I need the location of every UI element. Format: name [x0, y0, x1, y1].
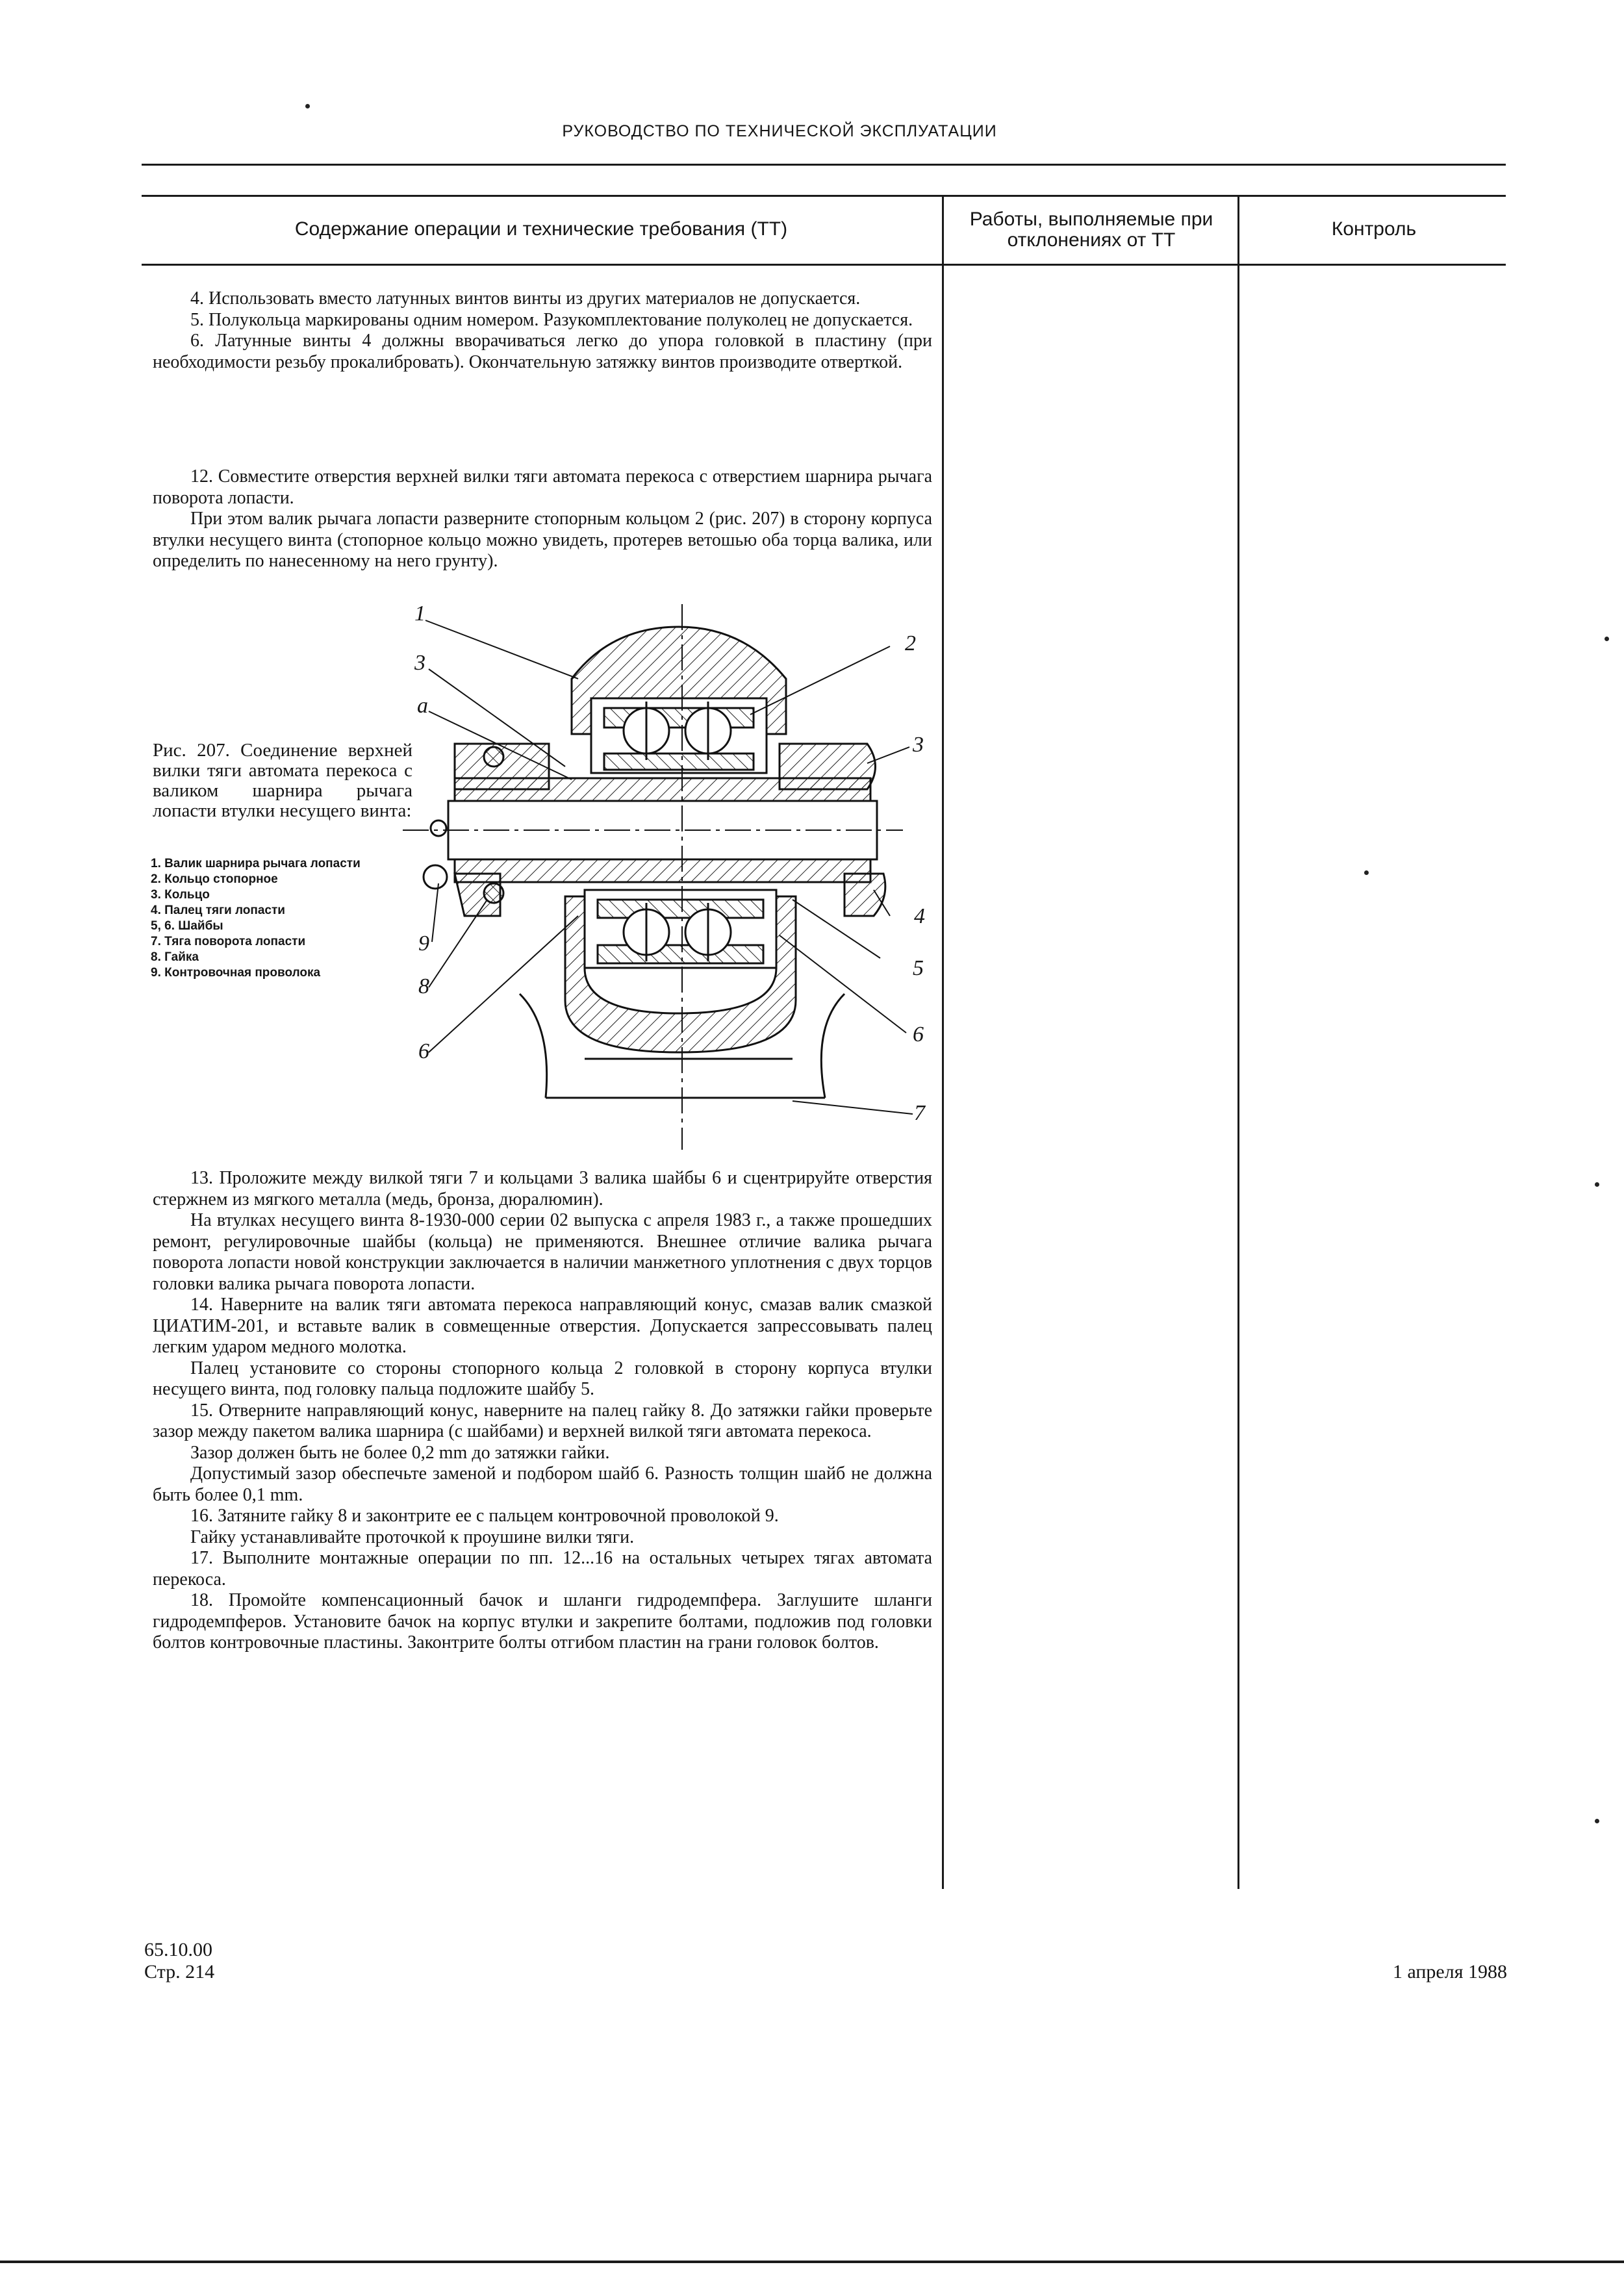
manual-title: РУКОВОДСТВО ПО ТЕХНИЧЕСКОЙ ЭКСПЛУАТАЦИИ	[562, 122, 997, 140]
step-12-text: 12. Совместите отверстия верхней вилки тяги автомата перекоса с отверстием шарнира рычага поворота лопасти.	[153, 466, 932, 508]
revision-date: 1 апреля 1988	[1392, 1961, 1507, 1983]
legend-item: 7. Тяга поворота лопасти	[151, 935, 306, 948]
callout-5: 5	[913, 956, 924, 980]
callout-8: 8	[418, 974, 429, 998]
shaft-lower-wall	[455, 859, 870, 882]
shaft-upper-wall	[455, 778, 870, 801]
figure-207-drawing	[390, 604, 942, 1156]
scan-speck	[305, 104, 310, 108]
callout-2: 2	[905, 631, 916, 655]
cotter-wire	[424, 865, 447, 889]
callout-3-right: 3	[913, 733, 924, 757]
column-divider-2	[1237, 195, 1239, 1889]
step-17: 17. Выполните монтажные операции по пп. 12...16 на остальных четырех тягах автомата перекоса.	[153, 1548, 932, 1590]
step-16-note: Гайку устанавливайте проточкой к проушине вилки тяги.	[190, 1527, 635, 1547]
callout-6-right: 6	[913, 1022, 924, 1046]
step-12-note: При этом валик рычага лопасти разверните стопорным кольцом 2 (рис. 207) в сторону корпуса втулки несущего винта (стопорное кольцо можно увидеть, протерев ветошью оба торца валика, или определить по нанесенному на него грунту).	[153, 509, 932, 571]
column-divider-1	[942, 195, 944, 1889]
step-18: 18. Промойте компенсационный бачок и шланги гидродемпфера. Заглушите шланги гидродемпферов. Установите бачок на корпус втулки и закрепите болтами, подложив под головки болтов контровочные пластины. Законтрите болты отгибом пластин на грани головок болтов.	[153, 1590, 932, 1653]
figure-legend	[151, 856, 385, 981]
steps-13-18	[153, 1168, 932, 1654]
step-16: 16. Затяните гайку 8 и законтрите ее с пальцем контровочной проволокой 9.	[190, 1506, 779, 1526]
figure-caption: Рис. 207. Соединение верхней вилки тяги автомата перекоса с валиком шарнира рычага лопасти втулки несущего винта:	[153, 740, 412, 821]
step-13-note: На втулках несущего винта 8-1930-000 серии 02 выпуска с апреля 1983 г., а также прошедших ремонт, регулировочные шайбы (кольца) не применяются. Внешнее отличие валика рычага поворота лопасти новой конструкции заключается в наличии манжетного уплотнения с двух торцов головки валика рычага поворота лопасти.	[153, 1210, 932, 1294]
step-14: 14. Наверните на валик тяги автомата перекоса направляющий конус, смазав валик смазкой ЦИАТИМ-201, и вставьте валик в совмещенные отверстия. Допускается запрессовывать палец легким ударом медного молотка.	[153, 1295, 932, 1357]
document-code: 65.10.00	[144, 1939, 212, 1960]
legend-item: 4. Палец тяги лопасти	[151, 904, 285, 917]
column-header-control: Контроль	[1331, 218, 1417, 240]
legend-item: 3. Кольцо	[151, 888, 210, 902]
legend-item: 8. Гайка	[151, 950, 199, 964]
legend-item: 1. Валик шарнира рычага лопасти	[151, 857, 361, 870]
step-12	[153, 466, 932, 572]
legend-item: 2. Кольцо стопорное	[151, 872, 278, 886]
header-rule	[142, 164, 1506, 166]
note-6: 6. Латунные винты 4 должны вворачиваться легко до упора головкой в пластину (при необходимости резьбу прокалибровать). Окончательную затяжку винтов производите отверткой.	[153, 331, 932, 372]
step-15-tolerance: Допустимый зазор обеспечьте заменой и подбором шайб 6. Разность толщин шайб не должна быть более 0,1 mm.	[153, 1463, 932, 1505]
step-15: 15. Отверните направляющий конус, наверните на палец гайку 8. До затяжки гайки проверьте зазор между пакетом валика шарнира (с шайбами) и верхней вилкой тяги автомата перекоса.	[153, 1400, 932, 1441]
step-13: 13. Проложите между вилкой тяги 7 и кольцами 3 валика шайбы 6 и сцентрируйте отверстия стержнем из мягкого металла (медь, бронза, дюралюмин).	[153, 1168, 932, 1210]
scan-speck	[1595, 1819, 1599, 1823]
note-4: 4. Использовать вместо латунных винтов винты из других материалов не допускается.	[190, 288, 861, 309]
column-header-content: Содержание операции и технические требования (ТТ)	[294, 218, 788, 240]
notes-top	[153, 288, 932, 373]
legend-item: 9. Контровочная проволока	[151, 966, 321, 980]
callout-6-left: 6	[418, 1039, 429, 1063]
callout-9: 9	[418, 931, 429, 956]
scan-speck	[1595, 1182, 1599, 1187]
table-header-rule	[142, 264, 1506, 266]
scan-speck	[1364, 870, 1369, 875]
lower-right-bracket	[844, 874, 885, 916]
callout-7: 7	[914, 1101, 925, 1125]
scan-speck	[1605, 637, 1609, 641]
legend-item: 5, 6. Шайбы	[151, 919, 223, 933]
callout-1: 1	[414, 602, 425, 626]
bottom-scan-line	[0, 2261, 1624, 2263]
callout-4: 4	[914, 904, 925, 928]
callout-3-left: 3	[414, 651, 425, 675]
table-top-rule	[142, 195, 1506, 197]
note-5: 5. Полукольца маркированы одним номером. Разукомплектование полуколец не допускается.	[190, 309, 913, 330]
step-14-note: Палец установите со стороны стопорного кольца 2 головкой в сторону корпуса втулки несущего винта, под головку пальца подложите шайбу 5.	[153, 1358, 932, 1399]
callout-a: a	[417, 694, 428, 718]
step-15-gap: Зазор должен быть не более 0,2 mm до затяжки гайки.	[190, 1442, 610, 1463]
page-number: Стр. 214	[144, 1961, 215, 1983]
column-header-deviation-works: Работы, выполняемые при отклонениях от ТТ	[969, 209, 1213, 251]
